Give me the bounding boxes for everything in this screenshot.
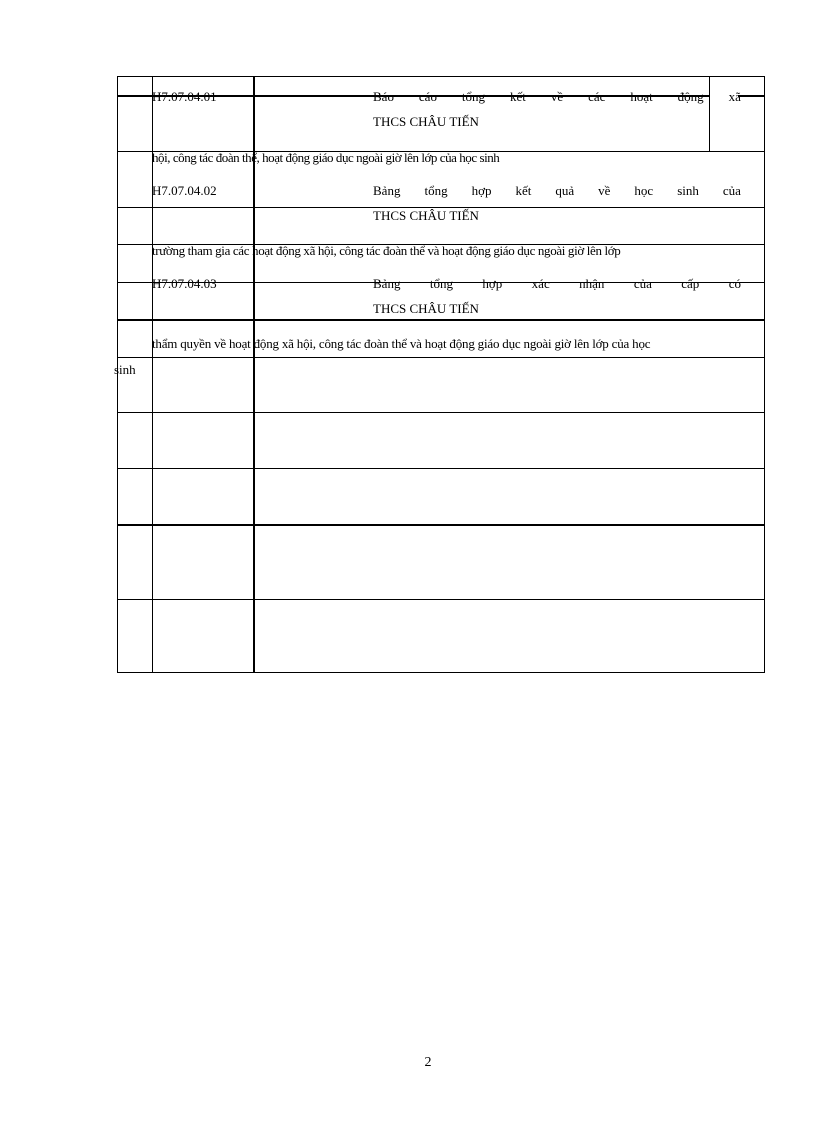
title-word: về bbox=[550, 89, 564, 104]
evidence-title-2 bbox=[373, 183, 741, 199]
title-word: quả bbox=[555, 183, 575, 198]
title-word: của bbox=[633, 276, 652, 291]
title-word: của bbox=[722, 183, 741, 198]
evidence-title-3 bbox=[373, 276, 741, 292]
evidence-continuation-3: thẩm quyền về hoạt động xã hội, công tác đoàn thể và hoạt động giáo dục ngoài giờ lên lớp của học bbox=[152, 336, 651, 351]
evidence-continuation-2: trường tham gia các hoạt động xã hội, công tác đoàn thể và hoạt động giáo dục ngoài giờ lên lớp bbox=[152, 243, 621, 258]
evidence-continuation-1: hội, công tác đoàn thể, hoạt động giáo dục ngoài giờ lên lớp của học sinh bbox=[152, 150, 500, 165]
title-word: kết bbox=[509, 89, 526, 104]
title-word: có bbox=[728, 276, 741, 291]
title-word: Báo bbox=[373, 89, 394, 104]
title-word: cáo bbox=[418, 89, 437, 104]
school-name-1: THCS CHÂU TIẾN bbox=[373, 114, 479, 129]
title-word: xã bbox=[728, 89, 741, 104]
title-word: về bbox=[598, 183, 611, 198]
evidence-code-2: H7.07.04.02 bbox=[152, 183, 217, 198]
evidence-code-3: H7.07.04.03 bbox=[152, 276, 217, 291]
evidence-title-1 bbox=[373, 89, 741, 105]
title-word: hoạt bbox=[630, 89, 653, 104]
title-word: hợp bbox=[482, 276, 503, 291]
page-number: 2 bbox=[424, 1055, 432, 1070]
title-word: cấp bbox=[681, 276, 700, 291]
school-name-2: THCS CHÂU TIẾN bbox=[373, 208, 479, 223]
school-name-3: THCS CHÂU TIẾN bbox=[373, 301, 479, 316]
title-word: động bbox=[677, 89, 704, 104]
title-word: tổng bbox=[461, 89, 486, 104]
title-word: kết bbox=[515, 183, 532, 198]
title-word: xác bbox=[531, 276, 550, 291]
evidence-code-1: H7.07.04.01 bbox=[152, 89, 217, 104]
title-word: Bảng bbox=[373, 276, 401, 291]
evidence-continuation-3-tail: sinh bbox=[114, 362, 136, 377]
title-word: sinh bbox=[677, 183, 699, 198]
title-word: hợp bbox=[471, 183, 492, 198]
title-word: tổng bbox=[424, 183, 448, 198]
title-word: tổng bbox=[429, 276, 453, 291]
title-word: học bbox=[634, 183, 654, 198]
title-word: Bảng bbox=[373, 183, 401, 198]
title-word: nhận bbox=[579, 276, 605, 291]
title-word: các bbox=[588, 89, 606, 104]
